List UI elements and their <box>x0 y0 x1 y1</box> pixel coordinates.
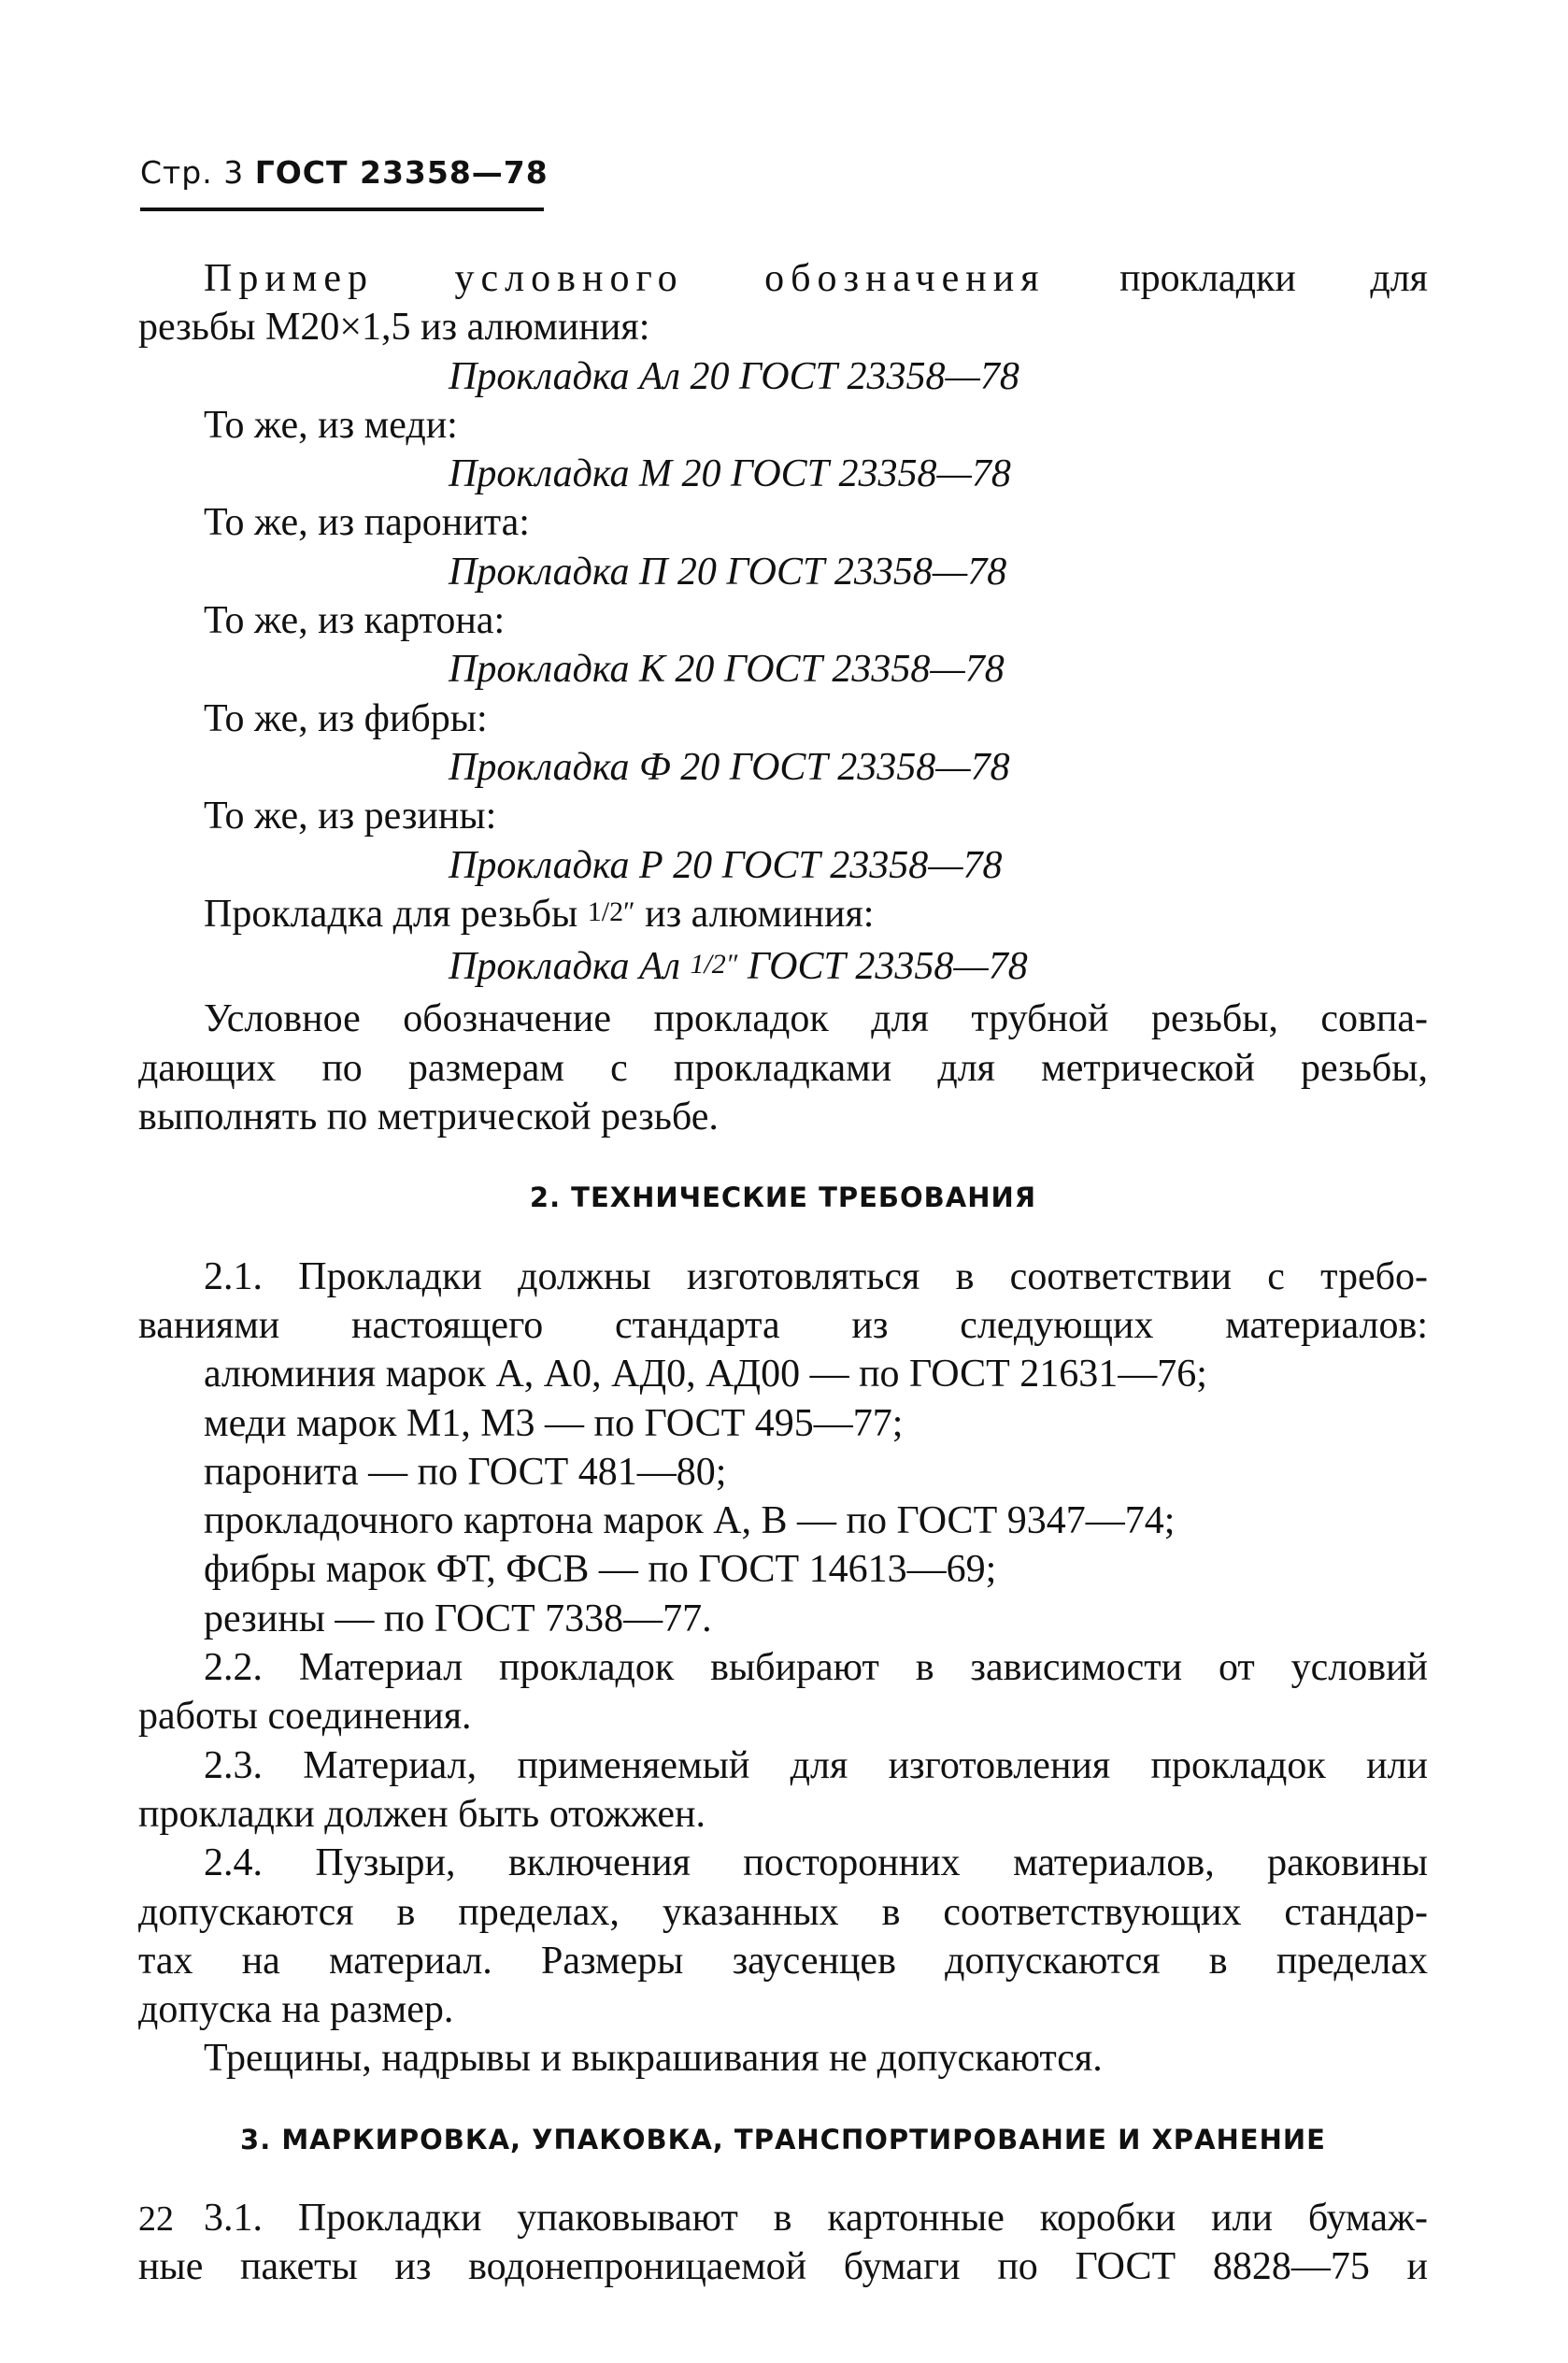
pipe-sample-fraction: 1/2″ <box>690 949 738 981</box>
paragraph-2-1: 2.1. Прокладки должны изготовляться в соответствии с требо- <box>204 1254 1428 1298</box>
paragraph-2-1: ваниями настоящего стандарта из следующих материалов: <box>138 1303 1428 1347</box>
designation-sample: Прокладка П 20 ГОСТ 23358—78 <box>449 550 1007 594</box>
designation-sample: Прокладка Ф 20 ГОСТ 23358—78 <box>449 745 1010 789</box>
paragraph-2-4: допускаются в пределах, указанных в соответствующих стандар- <box>138 1890 1428 1934</box>
designation-sample: Прокладка К 20 ГОСТ 23358—78 <box>449 648 1005 692</box>
paragraph-2-2: работы соединения. <box>138 1695 472 1739</box>
paragraph-2-4: 2.4. Пузыри, включения посторонних материалов, раковины <box>204 1841 1428 1885</box>
material-item: фибры марок ФТ, ФСВ — по ГОСТ 14613—69; <box>204 1548 997 1592</box>
pipe-thread-caption <box>138 890 1428 942</box>
designation-sample: Прокладка М 20 ГОСТ 23358—78 <box>449 452 1011 496</box>
material-item: алюминия марок А, А0, АД0, АД00 — по ГОСТ 21631—76; <box>204 1353 1207 1396</box>
page-number: 22 <box>138 2199 174 2239</box>
paragraph-2-4: тах на материал. Размеры заусенцев допускаются в пределах <box>138 1939 1428 1983</box>
paragraph-cracks: Трещины, надрывы и выкрашивания не допускаются. <box>204 2037 1103 2081</box>
paragraph-2-3: прокладки должен быть отожжен. <box>138 1792 706 1836</box>
designation-intro-line2: резьбы М20×1,5 из алюминия: <box>138 306 650 350</box>
material-item: резины — по ГОСТ 7338—77. <box>204 1597 712 1640</box>
designation-sample: Прокладка Ал 20 ГОСТ 23358—78 <box>449 354 1019 398</box>
paragraph-3-1: 3.1. Прокладки упаковывают в картонные коробки или бумаж- <box>204 2196 1428 2240</box>
section-heading-technical: 2. ТЕХНИЧЕСКИЕ ТРЕБОВАНИЯ <box>529 1182 1037 1214</box>
section-heading-marking: 3. МАРКИРОВКА, УПАКОВКА, ТРАНСПОРТИРОВАНИЕ И ХРАНЕНИЕ <box>240 2123 1326 2155</box>
note-line: дающих по размерам с прокладками для метрической резьбы, <box>138 1046 1428 1090</box>
pipe-caption-b: из алюминия: <box>645 892 875 936</box>
designation-caption: То же, из паронита: <box>204 501 530 545</box>
header-rule <box>140 208 544 211</box>
designation-caption: То же, из меди: <box>204 403 458 447</box>
pipe-sample-b: ГОСТ 23358—78 <box>747 945 1028 989</box>
material-item: меди марок М1, М3 — по ГОСТ 495—77; <box>204 1401 904 1445</box>
designation-sample: Прокладка Р 20 ГОСТ 23358—78 <box>449 843 1003 887</box>
pipe-caption-a: Прокладка для резьбы <box>204 892 578 936</box>
note-line: выполнять по метрической резьбе. <box>138 1096 719 1139</box>
paragraph-2-4: допуска на размер. <box>138 1988 454 2032</box>
material-item: паронита — по ГОСТ 481—80; <box>204 1450 727 1494</box>
page-header <box>140 154 549 191</box>
designation-caption: То же, из фибры: <box>204 696 488 740</box>
note-line: Условное обозначение прокладок для трубной резьбы, совпа- <box>204 997 1428 1041</box>
paragraph-2-2: 2.2. Материал прокладок выбирают в зависимости от условий <box>204 1646 1428 1690</box>
page-header-prefix: Стр. 3 <box>140 154 245 191</box>
pipe-fraction: 1/2″ <box>587 895 635 927</box>
designation-caption: То же, из картона: <box>204 599 506 643</box>
designation-caption: То же, из резины: <box>204 795 497 838</box>
pipe-thread-sample <box>138 942 1428 995</box>
designation-intro <box>138 254 1428 303</box>
designation-intro-rest: прокладки для <box>1119 257 1428 300</box>
material-item: прокладочного картона марок А, В — по ГОСТ 9347—74; <box>204 1499 1176 1543</box>
paragraph-3-1: ные пакеты из водонепроницаемой бумаги по ГОСТ 8828—75 и <box>138 2245 1428 2289</box>
designation-intro-spaced: Пример условного обозначения <box>204 257 1046 300</box>
page-header-standard: ГОСТ 23358—78 <box>254 154 549 191</box>
pipe-sample-a: Прокладка Ал <box>449 945 680 989</box>
paragraph-2-3: 2.3. Материал, применяемый для изготовления прокладок или <box>204 1743 1428 1787</box>
page-body <box>138 254 1428 2292</box>
